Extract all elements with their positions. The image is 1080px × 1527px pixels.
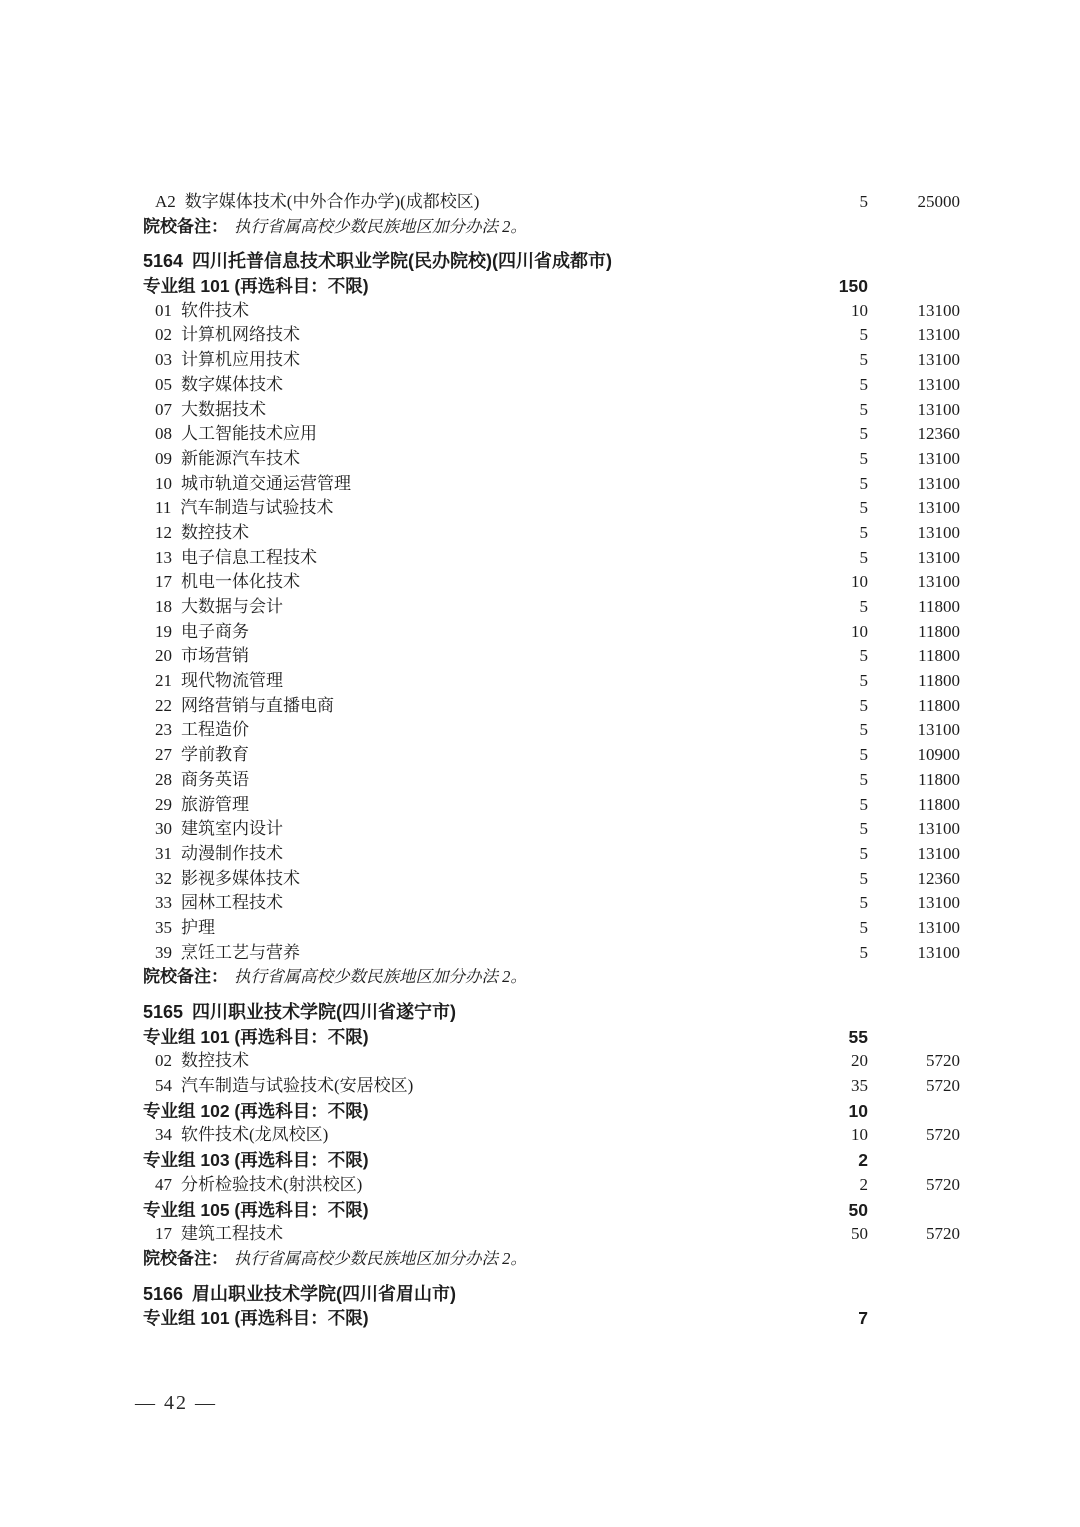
- major-row: [143, 1049, 960, 1074]
- major-fee: 11800: [918, 769, 960, 789]
- school-header-row: [143, 1000, 960, 1025]
- major-fee: 11800: [918, 695, 960, 715]
- note-label: 院校备注：: [143, 216, 228, 236]
- major-code: 34: [155, 1125, 172, 1145]
- group-header-row: [143, 1306, 960, 1331]
- major-code: 11: [155, 498, 172, 518]
- major-code: 22: [155, 695, 172, 715]
- note-row: [143, 1247, 960, 1272]
- major-fee: 13100: [917, 843, 960, 863]
- major-quota: 5: [859, 868, 868, 888]
- major-row: [143, 570, 960, 595]
- major-fee: 13100: [917, 399, 960, 419]
- school-header-row: [143, 1282, 960, 1307]
- major-quota: 5: [859, 819, 868, 839]
- major-row: [143, 891, 960, 916]
- major-fee: 12360: [917, 424, 960, 444]
- major-name: 数字媒体技术: [181, 374, 283, 394]
- major-name: 建筑室内设计: [181, 819, 283, 839]
- major-quota: 50: [851, 1224, 868, 1244]
- major-quota: 5: [859, 424, 868, 444]
- major-fee: 13100: [917, 720, 960, 740]
- major-code: 33: [155, 893, 172, 913]
- major-name: 人工智能技术应用: [181, 424, 317, 444]
- major-name: 工程造价: [181, 720, 249, 740]
- major-name: 影视多媒体技术: [181, 868, 300, 888]
- school-code: 5166: [143, 1283, 184, 1304]
- listing-rows: [143, 190, 960, 1331]
- major-code: A2: [155, 192, 176, 211]
- major-name: 汽车制造与试验技术(安居校区): [181, 1076, 414, 1096]
- major-code: 39: [155, 942, 172, 962]
- major-row: [143, 1173, 960, 1198]
- major-quota: 10: [851, 300, 868, 320]
- note-text: 执行省属高校少数民族地区加分办法 2。: [234, 967, 527, 987]
- major-name: 市场营销: [181, 646, 249, 666]
- major-row: [143, 422, 960, 447]
- major-code: 17: [155, 572, 172, 592]
- group-quota: 50: [848, 1199, 868, 1220]
- note-label: 院校备注：: [143, 1248, 228, 1268]
- major-name: 分析检验技术(射洪校区): [181, 1174, 363, 1194]
- major-quota: 5: [859, 448, 868, 468]
- major-code: 29: [155, 794, 172, 814]
- major-name: 大数据技术: [181, 399, 266, 419]
- major-quota: 5: [859, 720, 868, 740]
- major-fee: 11800: [918, 646, 960, 666]
- major-quota: 5: [859, 646, 868, 666]
- major-name: 学前教育: [181, 745, 249, 765]
- major-row: [143, 1123, 960, 1148]
- major-quota: 5: [859, 843, 868, 863]
- major-fee: 13100: [917, 572, 960, 592]
- page-footer: — 42 —: [135, 1392, 217, 1414]
- major-code: 05: [155, 374, 172, 394]
- major-quota: 5: [859, 498, 868, 518]
- major-quota: 5: [859, 893, 868, 913]
- major-row: [143, 644, 960, 669]
- school-name: 四川托普信息技术职业学院(民办院校)(四川省成都市): [192, 251, 613, 272]
- major-quota: 5: [859, 769, 868, 789]
- major-row: [143, 718, 960, 743]
- major-row: [143, 817, 960, 842]
- note-text: 执行省属高校少数民族地区加分办法 2。: [234, 216, 527, 236]
- major-name: 烹饪工艺与营养: [181, 942, 300, 962]
- major-row: [143, 546, 960, 571]
- major-name: 园林工程技术: [181, 893, 283, 913]
- major-name: 电子商务: [181, 621, 249, 641]
- major-row: [143, 793, 960, 818]
- major-name: 动漫制作技术: [181, 843, 283, 863]
- major-code: 30: [155, 819, 172, 839]
- major-code: 02: [155, 1051, 172, 1071]
- major-fee: 13100: [917, 522, 960, 542]
- major-fee: 13100: [917, 942, 960, 962]
- major-code: 35: [155, 917, 172, 937]
- major-quota: 20: [851, 1051, 868, 1071]
- major-fee: 25000: [917, 192, 960, 211]
- major-quota: 5: [859, 671, 868, 691]
- note-row: [143, 965, 960, 990]
- major-row: [143, 496, 960, 521]
- major-name: 软件技术: [181, 300, 249, 320]
- major-quota: 5: [859, 473, 868, 493]
- major-name: 汽车制造与试验技术: [180, 498, 334, 518]
- major-fee: 13100: [917, 473, 960, 493]
- major-name: 计算机网络技术: [181, 325, 300, 345]
- major-row: [143, 323, 960, 348]
- major-fee: 11800: [918, 621, 960, 641]
- major-name: 软件技术(龙凤校区): [181, 1125, 329, 1145]
- major-quota: 5: [859, 325, 868, 345]
- major-code: 21: [155, 671, 172, 691]
- major-row: [143, 1074, 960, 1099]
- major-fee: 13100: [917, 893, 960, 913]
- major-fee: 13100: [917, 448, 960, 468]
- major-quota: 5: [859, 192, 868, 211]
- major-fee: 10900: [917, 745, 960, 765]
- major-name: 建筑工程技术: [181, 1224, 283, 1244]
- major-code: 19: [155, 621, 172, 641]
- major-code: 32: [155, 868, 172, 888]
- group-header-row: [143, 1198, 960, 1223]
- major-name: 计算机应用技术: [181, 350, 300, 370]
- major-code: 18: [155, 597, 172, 616]
- major-code: 28: [155, 769, 172, 789]
- major-row: [143, 190, 960, 215]
- major-fee: 5720: [926, 1125, 960, 1145]
- major-name: 现代物流管理: [181, 671, 283, 691]
- major-fee: 11800: [918, 671, 960, 691]
- major-fee: 13100: [917, 498, 960, 518]
- major-fee: 11800: [918, 794, 960, 814]
- major-row: [143, 916, 960, 941]
- major-row: [143, 669, 960, 694]
- group-quota: 10: [848, 1100, 868, 1121]
- major-row: [143, 842, 960, 867]
- major-code: 03: [155, 350, 172, 370]
- major-name: 机电一体化技术: [181, 572, 300, 592]
- major-row: [143, 941, 960, 966]
- major-name: 数控技术: [181, 522, 249, 542]
- school-name: 四川职业技术学院(四川省遂宁市): [192, 1002, 457, 1022]
- major-code: 02: [155, 325, 172, 345]
- major-quota: 5: [859, 917, 868, 937]
- major-quota: 5: [859, 399, 868, 419]
- major-row: [143, 398, 960, 423]
- major-code: 09: [155, 448, 172, 468]
- major-code: 31: [155, 843, 172, 863]
- group-label: 专业组 101 (再选科目：不限): [143, 1308, 369, 1329]
- major-name: 网络营销与直播电商: [181, 695, 334, 715]
- school-code: 5165: [143, 1002, 184, 1022]
- major-code: 27: [155, 745, 172, 765]
- major-name: 大数据与会计: [181, 597, 283, 616]
- major-fee: 13100: [917, 374, 960, 394]
- group-quota: 55: [848, 1026, 868, 1047]
- major-code: 47: [155, 1174, 172, 1194]
- major-code: 13: [155, 547, 172, 567]
- major-quota: 10: [851, 621, 868, 641]
- major-quota: 5: [859, 547, 868, 567]
- major-fee: 13100: [917, 819, 960, 839]
- major-code: 54: [155, 1076, 172, 1096]
- group-header-row: [143, 1099, 960, 1124]
- major-name: 护理: [181, 917, 215, 937]
- major-quota: 5: [859, 942, 868, 962]
- group-header-row: [143, 274, 960, 299]
- major-name: 城市轨道交通运营管理: [181, 473, 351, 493]
- major-quota: 5: [859, 794, 868, 814]
- major-name: 数控技术: [181, 1051, 249, 1071]
- school-header-row: [143, 249, 960, 274]
- major-code: 01: [155, 300, 172, 320]
- major-code: 07: [155, 399, 172, 419]
- major-code: 17: [155, 1224, 172, 1244]
- major-quota: 5: [859, 597, 868, 616]
- note-label: 院校备注：: [143, 967, 228, 987]
- major-fee: 13100: [917, 917, 960, 937]
- major-quota: 5: [859, 695, 868, 715]
- group-quota: 7: [858, 1308, 868, 1329]
- admission-listing: [143, 190, 960, 1331]
- major-fee: 12360: [917, 868, 960, 888]
- major-code: 12: [155, 522, 172, 542]
- major-row: [143, 620, 960, 645]
- major-quota: 10: [851, 572, 868, 592]
- major-name: 旅游管理: [181, 794, 249, 814]
- major-fee: 13100: [917, 350, 960, 370]
- major-row: [143, 299, 960, 324]
- major-row: [143, 447, 960, 472]
- major-quota: 5: [859, 374, 868, 394]
- major-name: 商务英语: [181, 769, 249, 789]
- major-code: 08: [155, 424, 172, 444]
- major-name: 电子信息工程技术: [181, 547, 317, 567]
- major-fee: 5720: [926, 1051, 960, 1071]
- major-fee: 11800: [918, 597, 960, 616]
- major-fee: 13100: [917, 325, 960, 345]
- major-quota: 35: [851, 1076, 868, 1096]
- major-fee: 5720: [926, 1174, 960, 1194]
- major-row: [143, 867, 960, 892]
- major-row: [143, 595, 960, 620]
- major-row: [143, 521, 960, 546]
- major-quota: 10: [851, 1125, 868, 1145]
- major-code: 20: [155, 646, 172, 666]
- major-fee: 5720: [926, 1224, 960, 1244]
- group-quota: 2: [858, 1150, 868, 1171]
- major-name: 数字媒体技术(中外合作办学)(成都校区): [184, 192, 480, 211]
- note-text: 执行省属高校少数民族地区加分办法 2。: [234, 1248, 527, 1268]
- major-row: [143, 768, 960, 793]
- major-fee: 13100: [917, 547, 960, 567]
- major-row: [143, 694, 960, 719]
- major-quota: 5: [859, 745, 868, 765]
- major-code: 23: [155, 720, 172, 740]
- major-quota: 5: [859, 350, 868, 370]
- group-label: 专业组 101 (再选科目：不限): [143, 1026, 369, 1047]
- major-name: 新能源汽车技术: [181, 448, 300, 468]
- group-label: 专业组 103 (再选科目：不限): [143, 1150, 369, 1171]
- note-row: [143, 215, 960, 240]
- group-label: 专业组 102 (再选科目：不限): [143, 1100, 369, 1121]
- group-label: 专业组 105 (再选科目：不限): [143, 1199, 369, 1220]
- group-header-row: [143, 1148, 960, 1173]
- school-code: 5164: [143, 251, 184, 272]
- major-fee: 13100: [917, 300, 960, 320]
- major-fee: 5720: [926, 1076, 960, 1096]
- school-name: 眉山职业技术学院(四川省眉山市): [192, 1283, 457, 1304]
- major-row: [143, 472, 960, 497]
- major-row: [143, 1222, 960, 1247]
- major-row: [143, 348, 960, 373]
- major-quota: 2: [859, 1174, 868, 1194]
- group-header-row: [143, 1025, 960, 1050]
- group-label: 专业组 101 (再选科目：不限): [143, 276, 369, 297]
- major-quota: 5: [859, 522, 868, 542]
- major-row: [143, 373, 960, 398]
- major-code: 10: [155, 473, 172, 493]
- group-quota: 150: [838, 276, 868, 297]
- major-row: [143, 743, 960, 768]
